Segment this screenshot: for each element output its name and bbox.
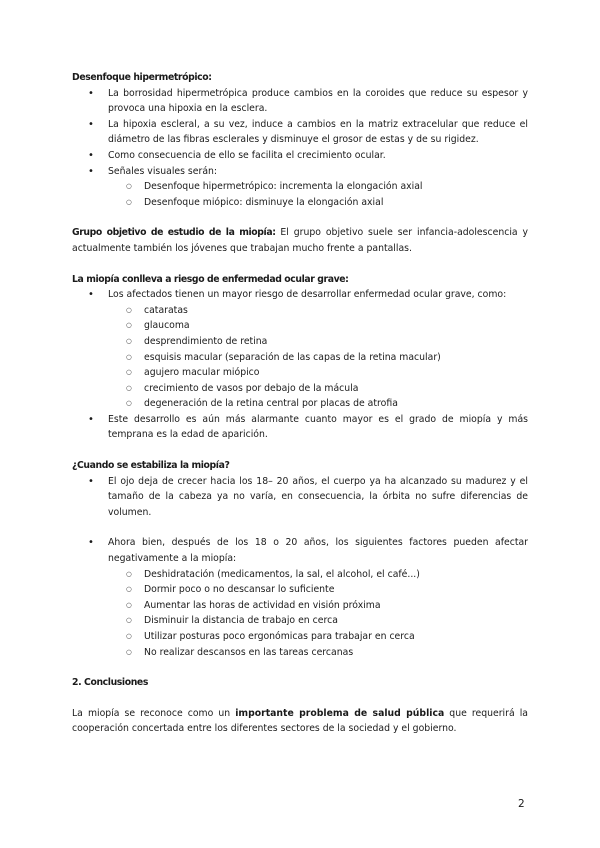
sub-bullet-list [108, 303, 528, 412]
bullet-list [72, 474, 528, 521]
list-item-text: • Ahora bien, después de los 18 o 20 años, los siguientes factores pueden afectar negativamente a la miopía: [108, 537, 528, 565]
list-item: • La hipoxia escleral, a su vez, induce a cambios en la matriz extracelular que reduce el diámetro de las fibras esclerales y disminuye el grosor de estas y de su rigidez. [72, 117, 528, 148]
sub-list-item: ○ desprendimiento de retina [108, 334, 528, 350]
paragraph-text: El grupo objetivo suele ser infancia-adolescencia y actualmente también los jóvenes que trabajan mucho frente a pantallas. [72, 227, 529, 254]
sub-list-item: ○ agujero macular miópico [108, 365, 528, 381]
document-page [72, 70, 528, 737]
sub-list-item: ○ Desenfoque hipermetrópico: incrementa la elongación axial [108, 179, 528, 195]
section-heading-serious-disease: La miopía conlleva a riesgo de enfermedad ocular grave: [72, 273, 349, 285]
sub-list-item: ○ cataratas [108, 303, 528, 319]
list-item-text: Señales visuales serán: [108, 165, 218, 177]
bullet-list [72, 86, 528, 211]
list-item: • El ojo deja de crecer hacia los 18– 20 años, el cuerpo ya ha alcanzado su madurez y el tamaño de la cabeza ya no varía, en consecuencia, la órbita no sufre diferencias de volumen. [72, 474, 528, 521]
sub-list-item: ○ glaucoma [108, 318, 528, 334]
paragraph-text: que requerirá la cooperación concertada entre los diferentes sectores de la sociedad y el gobierno. [72, 707, 528, 735]
sub-list-item: ○ crecimiento de vasos por debajo de la mácula [108, 381, 528, 397]
list-item-text: Los afectados tienen un mayor riesgo de desarrollar enfermedad ocular grave, como: [108, 289, 507, 301]
sub-list-item: ○ No realizar descansos en las tareas cercanas [108, 645, 528, 661]
list-item [72, 535, 528, 660]
section-heading-stabilization: ¿Cuando se estabiliza la miopía? [72, 460, 230, 472]
sub-bullet-list [108, 179, 528, 210]
section-heading-hyperopic-defocus: Desenfoque hipermetrópico: [72, 72, 212, 83]
sub-bullet-list [108, 567, 528, 661]
sub-list-item: ○ Utilizar posturas poco ergonómicas para trabajar en cerca [108, 629, 528, 645]
section-heading-target-group: Grupo objetivo de estudio de la miopía: [72, 227, 276, 239]
bullet-list [72, 535, 528, 660]
page-number: 2 [518, 798, 525, 810]
list-item [72, 164, 528, 211]
paragraph-conclusions [72, 706, 528, 737]
list-item [72, 287, 528, 412]
paragraph-target-group [72, 225, 528, 256]
sub-list-item: ○ Desenfoque miópico: disminuye la elongación axial [108, 195, 528, 211]
paragraph-text: La miopía se reconoce como un [72, 707, 236, 719]
bullet-list [72, 287, 528, 443]
sub-list-item: ○ degeneración de la retina central por placas de atrofia [108, 396, 528, 412]
sub-list-item: ○ esquisis macular (separación de las capas de la retina macular) [108, 350, 528, 366]
list-item: • Como consecuencia de ello se facilita el crecimiento ocular. [72, 148, 528, 164]
sub-list-item: ○ Deshidratación (medicamentos, la sal, el alcohol, el café...) [108, 567, 528, 583]
sub-list-item: ○ Dormir poco o no descansar lo suficiente [108, 582, 528, 598]
list-item: • Este desarrollo es aún más alarmante cuanto mayor es el grado de miopía y más temprana es la edad de aparición. [72, 412, 528, 443]
list-item: • La borrosidad hipermetrópica produce cambios en la coroides que reduce su espesor y provoca una hipoxia en la esclera. [72, 86, 528, 117]
sub-list-item: ○ Aumentar las horas de actividad en visión próxima [108, 598, 528, 614]
section-heading-conclusions: 2. Conclusiones [72, 677, 148, 689]
sub-list-item: ○ Disminuir la distancia de trabajo en cerca [108, 613, 528, 629]
emphasis-text: importante problema de salud pública [235, 707, 445, 719]
